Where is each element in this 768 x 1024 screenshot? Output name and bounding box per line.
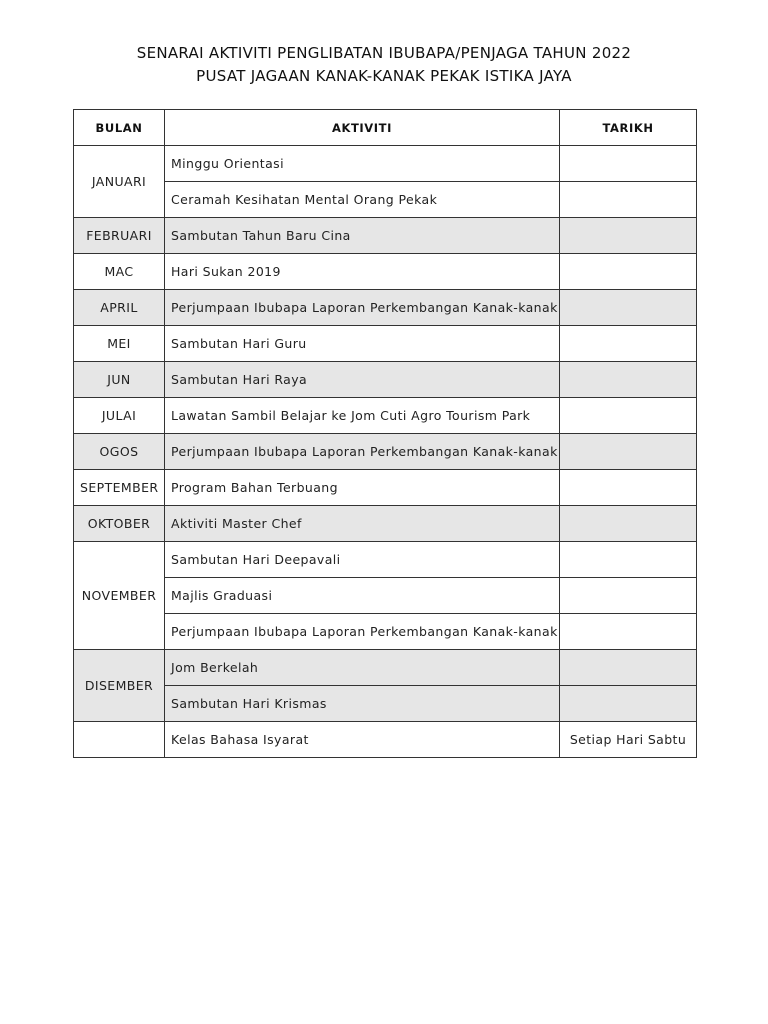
date-cell — [560, 254, 697, 290]
table-row — [74, 686, 697, 722]
table-row — [74, 722, 697, 758]
table-row — [74, 362, 697, 398]
date-cell — [560, 506, 697, 542]
table-row — [74, 434, 697, 470]
activity-cell: Perjumpaan Ibubapa Laporan Perkembangan Kanak-kanak — [165, 290, 560, 326]
month-cell: OKTOBER — [74, 506, 165, 542]
table-row — [74, 290, 697, 326]
table-row — [74, 254, 697, 290]
month-cell: DISEMBER — [74, 650, 165, 722]
date-cell — [560, 614, 697, 650]
activity-cell: Sambutan Hari Deepavali — [165, 542, 560, 578]
date-cell — [560, 470, 697, 506]
activity-cell: Ceramah Kesihatan Mental Orang Pekak — [165, 182, 560, 218]
activity-cell: Minggu Orientasi — [165, 146, 560, 182]
activity-cell: Perjumpaan Ibubapa Laporan Perkembangan Kanak-kanak — [165, 434, 560, 470]
table-row — [74, 218, 697, 254]
activity-cell: Aktiviti Master Chef — [165, 506, 560, 542]
date-cell — [560, 542, 697, 578]
activity-cell: Sambutan Hari Guru — [165, 326, 560, 362]
table-row — [74, 182, 697, 218]
title-line-1: SENARAI AKTIVITI PENGLIBATAN IBUBAPA/PENJAGA TAHUN 2022 — [136, 44, 632, 62]
month-cell: JUN — [74, 362, 165, 398]
table-row — [74, 506, 697, 542]
table-row — [74, 542, 697, 578]
table-row — [74, 614, 697, 650]
table-header — [74, 110, 697, 146]
date-cell — [560, 290, 697, 326]
table-row — [74, 146, 697, 182]
month-cell: MEI — [74, 326, 165, 362]
month-cell: JANUARI — [74, 146, 165, 218]
date-cell — [560, 362, 697, 398]
column-header-date: TARIKH — [560, 110, 697, 146]
date-cell — [560, 578, 697, 614]
activity-cell: Lawatan Sambil Belajar ke Jom Cuti Agro Tourism Park — [165, 398, 560, 434]
date-cell — [560, 182, 697, 218]
month-cell: FEBRUARI — [74, 218, 165, 254]
activity-cell: Sambutan Hari Krismas — [165, 686, 560, 722]
column-header-activity: AKTIVITI — [165, 110, 560, 146]
title-line-2: PUSAT JAGAAN KANAK-KANAK PEKAK ISTIKA JAYA — [196, 67, 572, 85]
month-cell: NOVEMBER — [74, 542, 165, 650]
table-row — [74, 578, 697, 614]
month-cell: OGOS — [74, 434, 165, 470]
month-cell: JULAI — [74, 398, 165, 434]
date-cell — [560, 218, 697, 254]
date-cell — [560, 326, 697, 362]
month-cell: APRIL — [74, 290, 165, 326]
date-cell: Setiap Hari Sabtu — [560, 722, 697, 758]
table-row — [74, 326, 697, 362]
activity-cell: Sambutan Tahun Baru Cina — [165, 218, 560, 254]
month-cell: MAC — [74, 254, 165, 290]
month-cell — [74, 722, 165, 758]
document-title — [0, 42, 768, 88]
date-cell — [560, 650, 697, 686]
activity-cell: Sambutan Hari Raya — [165, 362, 560, 398]
activity-cell: Perjumpaan Ibubapa Laporan Perkembangan Kanak-kanak — [165, 614, 560, 650]
date-cell — [560, 686, 697, 722]
table-row — [74, 650, 697, 686]
date-cell — [560, 398, 697, 434]
date-cell — [560, 146, 697, 182]
activity-cell: Jom Berkelah — [165, 650, 560, 686]
table-row — [74, 398, 697, 434]
column-header-month: BULAN — [74, 110, 165, 146]
activity-cell: Hari Sukan 2019 — [165, 254, 560, 290]
table-row — [74, 470, 697, 506]
activity-cell: Kelas Bahasa Isyarat — [165, 722, 560, 758]
header-row — [74, 110, 697, 146]
activity-cell: Program Bahan Terbuang — [165, 470, 560, 506]
date-cell — [560, 434, 697, 470]
activity-cell: Majlis Graduasi — [165, 578, 560, 614]
month-cell: SEPTEMBER — [74, 470, 165, 506]
activity-schedule-table — [73, 109, 697, 758]
table-body — [74, 146, 697, 758]
